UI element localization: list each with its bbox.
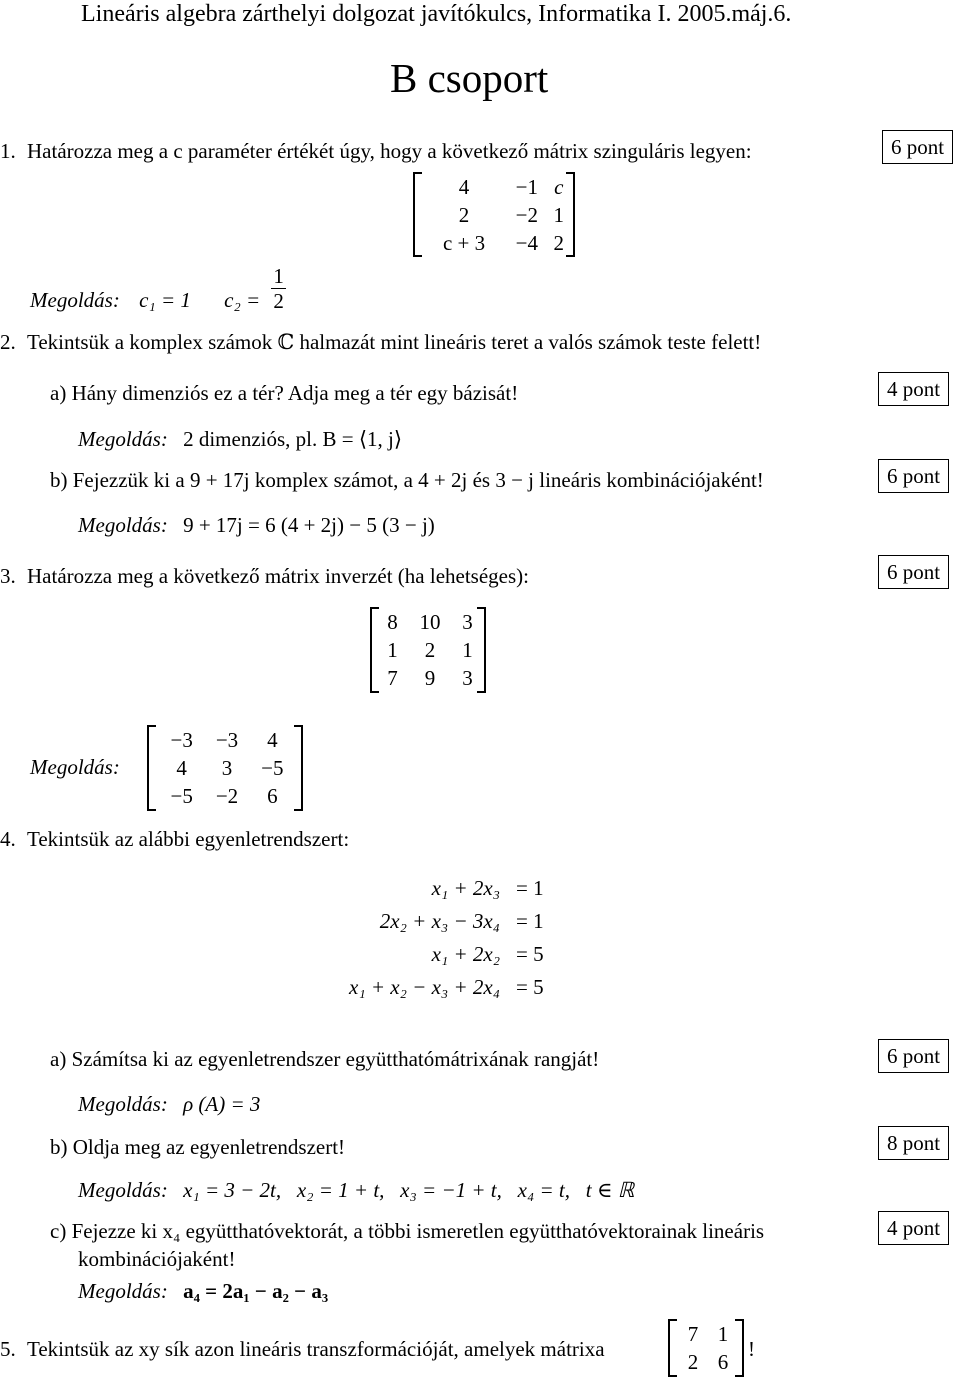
points-badge: 4 pont <box>878 372 949 406</box>
equation-lhs: x₁ + 2x₂ <box>431 942 500 966</box>
matrix-cell: −4 <box>515 230 538 255</box>
equation-rhs: = 1 <box>516 909 544 933</box>
matrix-cell: 4 <box>176 755 187 780</box>
equation-lhs: x₁ + 2x₃ <box>431 876 500 900</box>
problem-1-text: Határozza meg a c paraméter értékét úgy, hogy a következő mátrix szinguláris legyen: <box>27 139 752 163</box>
equation-rhs: = 1 <box>516 876 544 900</box>
matrix-table <box>380 608 480 692</box>
solution-label: Megoldás: <box>30 288 120 313</box>
problem-4c-text-line2: kombinációjaként! <box>78 1247 236 1271</box>
solution-label: Megoldás: <box>78 513 168 537</box>
matrix-cell: 10 <box>419 609 441 634</box>
points-badge: 6 pont <box>878 459 949 493</box>
document-header: Lineáris algebra zárthelyi dolgozat javítókulcs, Informatika I. 2005.máj.6. <box>81 1 792 27</box>
problem-number: 3. <box>0 564 16 588</box>
problem-4c-solution <box>78 1281 328 1302</box>
problem-2-text: Tekintsük a komplex számok ℂ halmazát mint lineáris teret a valós számok teste felett! <box>27 330 762 354</box>
points-badge: 4 pont <box>878 1211 949 1245</box>
problem-3-statement <box>0 566 529 587</box>
problem-3-matrix <box>370 608 486 692</box>
solution-text: a₄ = 2a₁ − a₂ − a₃ <box>183 1279 329 1303</box>
points-badge: 6 pont <box>878 555 949 589</box>
matrix-cell: 6 <box>267 783 278 808</box>
matrix-cell: −3 <box>215 727 239 752</box>
matrix-cell: 1 <box>387 637 398 662</box>
matrix-table <box>423 173 569 257</box>
problem-1-statement <box>0 141 752 162</box>
equation-row <box>300 872 544 905</box>
problem-4-statement <box>0 829 349 850</box>
solution-label: Megoldás: <box>78 427 168 451</box>
problem-5-matrix <box>668 1320 744 1376</box>
points-badge: 8 pont <box>878 1126 949 1160</box>
matrix-cell: −1 <box>515 174 538 199</box>
problem-1-matrix <box>413 173 575 256</box>
matrix-cell: 2 <box>424 637 436 662</box>
problem-4b-solution <box>78 1180 634 1201</box>
problem-2a-text: a) Hány dimenziós ez a tér? Adja meg a tér egy bázisát! <box>50 381 519 405</box>
matrix-cell: 1 <box>462 637 473 662</box>
equation-row <box>300 971 544 1004</box>
matrix-table <box>678 1320 738 1376</box>
matrix-cell: 4 <box>267 727 278 752</box>
fraction <box>271 264 286 313</box>
problem-4-text: Tekintsük az alábbi egyenletrendszert: <box>27 827 350 851</box>
points-badge: 6 pont <box>882 130 953 164</box>
matrix-table <box>159 726 295 810</box>
problem-5-statement <box>0 1339 605 1360</box>
group-title: B csoport <box>390 55 549 101</box>
fraction-denominator: 2 <box>273 289 284 314</box>
equation-lhs: 2x₂ + x₃ − 3x₄ <box>379 909 500 933</box>
problem-2a-solution <box>78 429 402 450</box>
solution-text: 9 + 17j = 6 (4 + 2j) − 5 (3 − j) <box>183 513 435 537</box>
solution-text: x₁ = 3 − 2t, x₂ = 1 + t, x₃ = −1 + t, x₄ = t, t ∈ ℝ <box>183 1178 635 1202</box>
matrix-cell: −5 <box>261 755 284 780</box>
matrix-cell: 1 <box>717 1321 729 1346</box>
matrix-cell: 7 <box>687 1321 699 1346</box>
matrix-cell: −2 <box>515 202 538 227</box>
matrix-cell: −3 <box>170 727 193 752</box>
equation-rhs: = 5 <box>516 942 544 966</box>
problem-number: 4. <box>0 827 16 851</box>
problem-2b-text: b) Fejezzük ki a 9 + 17j komplex számot, a 4 + 2j és 3 − j lineáris kombinációjaként! <box>50 468 764 492</box>
equation-row <box>300 938 544 971</box>
problem-4a-text: a) Számítsa ki az egyenletrendszer együtthatómátrixának rangját! <box>50 1047 600 1071</box>
matrix-cell: 3 <box>221 755 233 780</box>
matrix-cell: c + 3 <box>442 230 486 255</box>
matrix-cell: −5 <box>170 783 193 808</box>
matrix-cell: 1 <box>553 202 565 227</box>
matrix-cell: 4 <box>458 174 470 199</box>
points-badge: 6 pont <box>878 1039 949 1073</box>
problem-5-text: Tekintsük az xy sík azon lineáris transzformációját, amelyek mátrixa <box>27 1337 605 1361</box>
solution-text: 2 dimenziós, pl. B = ⟨1, j⟩ <box>183 427 403 451</box>
problem-3-solution-matrix <box>147 726 303 810</box>
matrix-cell: 8 <box>387 609 398 634</box>
fraction-numerator: 1 <box>273 264 284 288</box>
matrix-cell: c <box>554 174 564 199</box>
matrix-cell: 2 <box>687 1349 699 1374</box>
problem-1-solution <box>30 264 286 314</box>
matrix-cell: 6 <box>717 1349 729 1374</box>
problem-5-end: ! <box>748 1337 755 1361</box>
solution-c2: c₂ = <box>224 288 261 313</box>
problem-4b-text: b) Oldja meg az egyenletrendszert! <box>50 1135 346 1159</box>
problem-2b-solution <box>78 515 435 536</box>
matrix-cell: 3 <box>462 665 473 690</box>
matrix-cell: 9 <box>424 665 436 690</box>
solution-label: Megoldás: <box>78 1178 168 1202</box>
problem-number: 5. <box>0 1337 16 1361</box>
solution-text: ρ (A) = 3 <box>183 1092 261 1116</box>
solution-label: Megoldás: <box>78 1092 168 1116</box>
solution-label: Megoldás: <box>30 755 120 779</box>
matrix-cell: 3 <box>462 609 473 634</box>
equation-rhs: = 5 <box>516 975 544 999</box>
problem-2-statement <box>0 332 761 353</box>
problem-3-text: Határozza meg a következő mátrix inverzét (ha lehetséges): <box>27 564 530 588</box>
problem-number: 1. <box>0 139 16 163</box>
solution-label: Megoldás: <box>78 1279 168 1303</box>
matrix-cell: 2 <box>458 202 470 227</box>
matrix-cell: 2 <box>553 230 565 255</box>
solution-c1: c₁ = 1 <box>139 288 191 313</box>
problem-number: 2. <box>0 330 16 354</box>
equation-lhs: x₁ + x₂ − x₃ + 2x₄ <box>349 975 500 999</box>
matrix-cell: 7 <box>387 665 398 690</box>
equation-system <box>300 872 544 1004</box>
equation-row <box>300 905 544 938</box>
matrix-cell: −2 <box>215 783 239 808</box>
problem-4a-solution <box>78 1094 260 1115</box>
problem-4c-text-line1: c) Fejezze ki x₄ együtthatóvektorát, a többi ismeretlen együtthatóvektorainak lineáris <box>50 1219 765 1243</box>
